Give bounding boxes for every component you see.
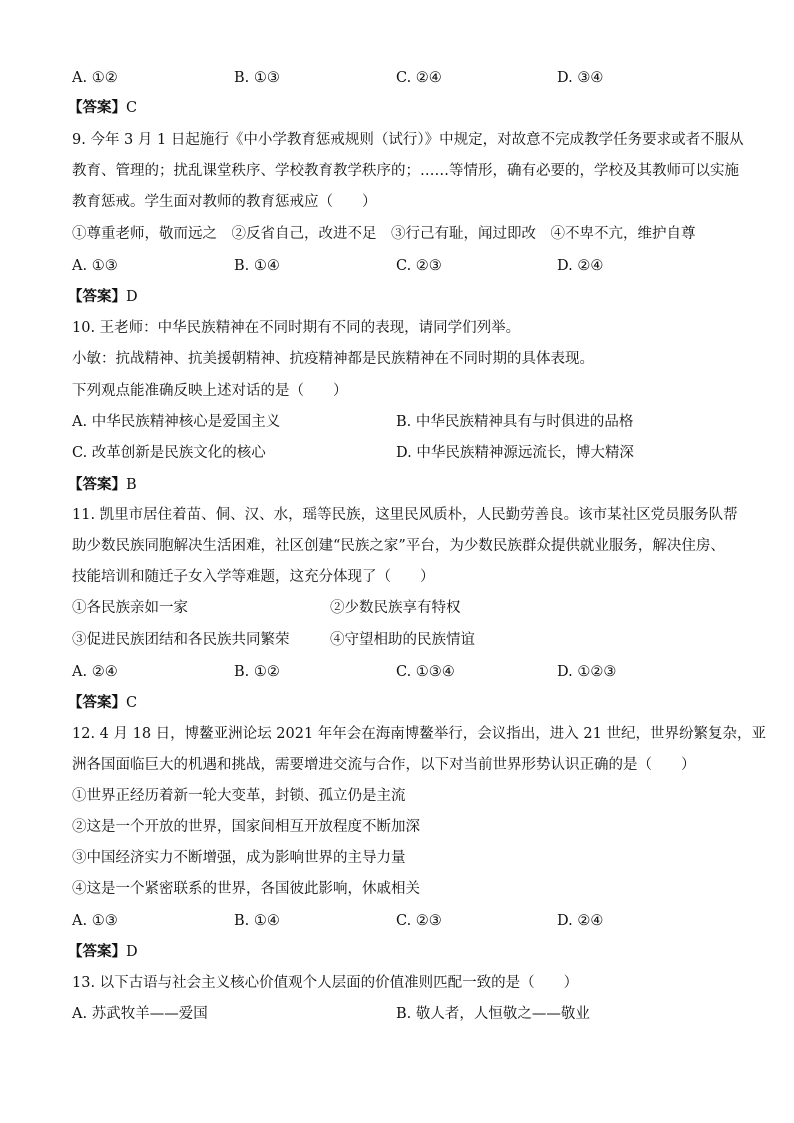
option-d: D. ③④ [557,70,604,86]
question-11-line-3: 技能培训和随迁子女入学等难题，这充分体现了（ ） [72,569,435,585]
question-10-line-1: 10. 王老师：中华民族精神在不同时期有不同的表现，请同学们列举。 [72,320,521,336]
option-a: A. ②④ [72,664,118,680]
question-10-line-3: 下列观点能准确反映上述对话的是（ ） [72,383,348,399]
option-a: A. 苏武牧羊——爱国 [72,1006,208,1022]
question-9-line-3: 教育惩戒。学生面对教师的教育惩戒应（ ） [72,194,377,210]
option-d: D. 中华民族精神源远流长，博大精深 [396,445,634,461]
answer-label: 【答案】 [68,288,126,305]
option-c: C. ②④ [396,70,442,86]
answer-label: 【答案】 [68,476,126,493]
answer-12 [68,942,138,962]
option-b: B. ①④ [234,258,280,274]
option-d: D. ②④ [557,913,604,929]
statement-1: ①各民族亲如一家 [72,600,188,616]
answer-label: 【答案】 [68,943,126,960]
option-c: C. ①③④ [396,664,455,680]
answer-label: 【答案】 [68,99,126,116]
answer-9 [68,287,138,307]
answer-value: B [126,477,137,493]
answer-label: 【答案】 [68,694,126,711]
question-12-statement-1: ①世界正经历着新一轮大变革，封锁、孤立仍是主流 [72,788,406,804]
option-b: B. ①② [234,664,280,680]
option-b: B. ①③ [234,70,280,86]
question-11-line-2: 助少数民族同胞解决生活困难，社区创建“民族之家”平台，为少数民族群众提供就业服务，解决住房、 [72,538,725,554]
option-d: D. ②④ [557,258,604,274]
question-11-line-1: 11. 凯里市居住着苗、侗、汉、水，瑶等民族，这里民风质朴，人民勤劳善良。该市某社区党员服务队帮 [72,507,738,523]
option-a: A. ①② [72,70,118,86]
answer-value: D [126,944,138,960]
question-12-line-1: 12. 4 月 18 日，博鳌亚洲论坛 2021 年年会在海南博鳌举行，会议指出，进入 21 世纪，世界纷繁复杂，亚 [72,726,766,742]
question-10-line-2: 小敏：抗战精神、抗美援朝精神、抗疫精神都是民族精神在不同时期的具体表现。 [72,351,594,367]
answer-10 [68,475,137,495]
question-12-statement-3: ③中国经济实力不断增强，成为影响世界的主导力量 [72,850,406,866]
option-d: D. ①②③ [557,664,617,680]
question-9-line-2: 教育、管理的；扰乱课堂秩序、学校教育教学秩序的；……等情形，确有必要的，学校及其教师可以实施 [72,163,739,179]
option-b: B. 中华民族精神具有与时俱进的品格 [396,414,634,430]
question-13-line-1: 13. 以下古语与社会主义核心价值观个人层面的价值准则匹配一致的是（ ） [72,975,579,991]
option-c: C. ②③ [396,258,442,274]
statement-2: ②少数民族享有特权 [330,600,461,616]
option-a: A. 中华民族精神核心是爱国主义 [72,414,281,430]
option-c: C. ②③ [396,913,442,929]
option-a: A. ①③ [72,913,118,929]
option-c: C. 改革创新是民族文化的核心 [72,445,266,461]
option-b: B. ①④ [234,913,280,929]
question-9-line-1: 9. 今年 3 月 1 日起施行《中小学教育惩戒规则（试行）》中规定，对故意不完成教学任务要求或者不服从 [72,132,744,148]
option-a: A. ①③ [72,258,118,274]
answer-11 [68,693,137,713]
question-12-statement-2: ②这是一个开放的世界，国家间相互开放程度不断加深 [72,819,420,835]
answer-value: C [126,100,138,116]
answer-value: C [126,695,138,711]
statement-3: ③促进民族团结和各民族共同繁荣 [72,632,290,648]
question-12-line-2: 洲各国面临巨大的机遇和挑战，需要增进交流与合作，以下对当前世界形势认识正确的是（ ） [72,757,696,773]
statement-4: ④守望相助的民族情谊 [330,632,475,648]
answer-value: D [126,289,138,305]
option-b: B. 敬人者，人恒敬之——敬业 [396,1006,590,1022]
question-12-statement-4: ④这是一个紧密联系的世界，各国彼此影响，休戚相关 [72,881,420,897]
question-9-statements: ①尊重老师，敬而远之 ②反省自己，改进不足 ③行己有耻，闻过即改 ④不卑不亢，维护自尊 [72,226,696,242]
answer-8 [68,98,137,118]
